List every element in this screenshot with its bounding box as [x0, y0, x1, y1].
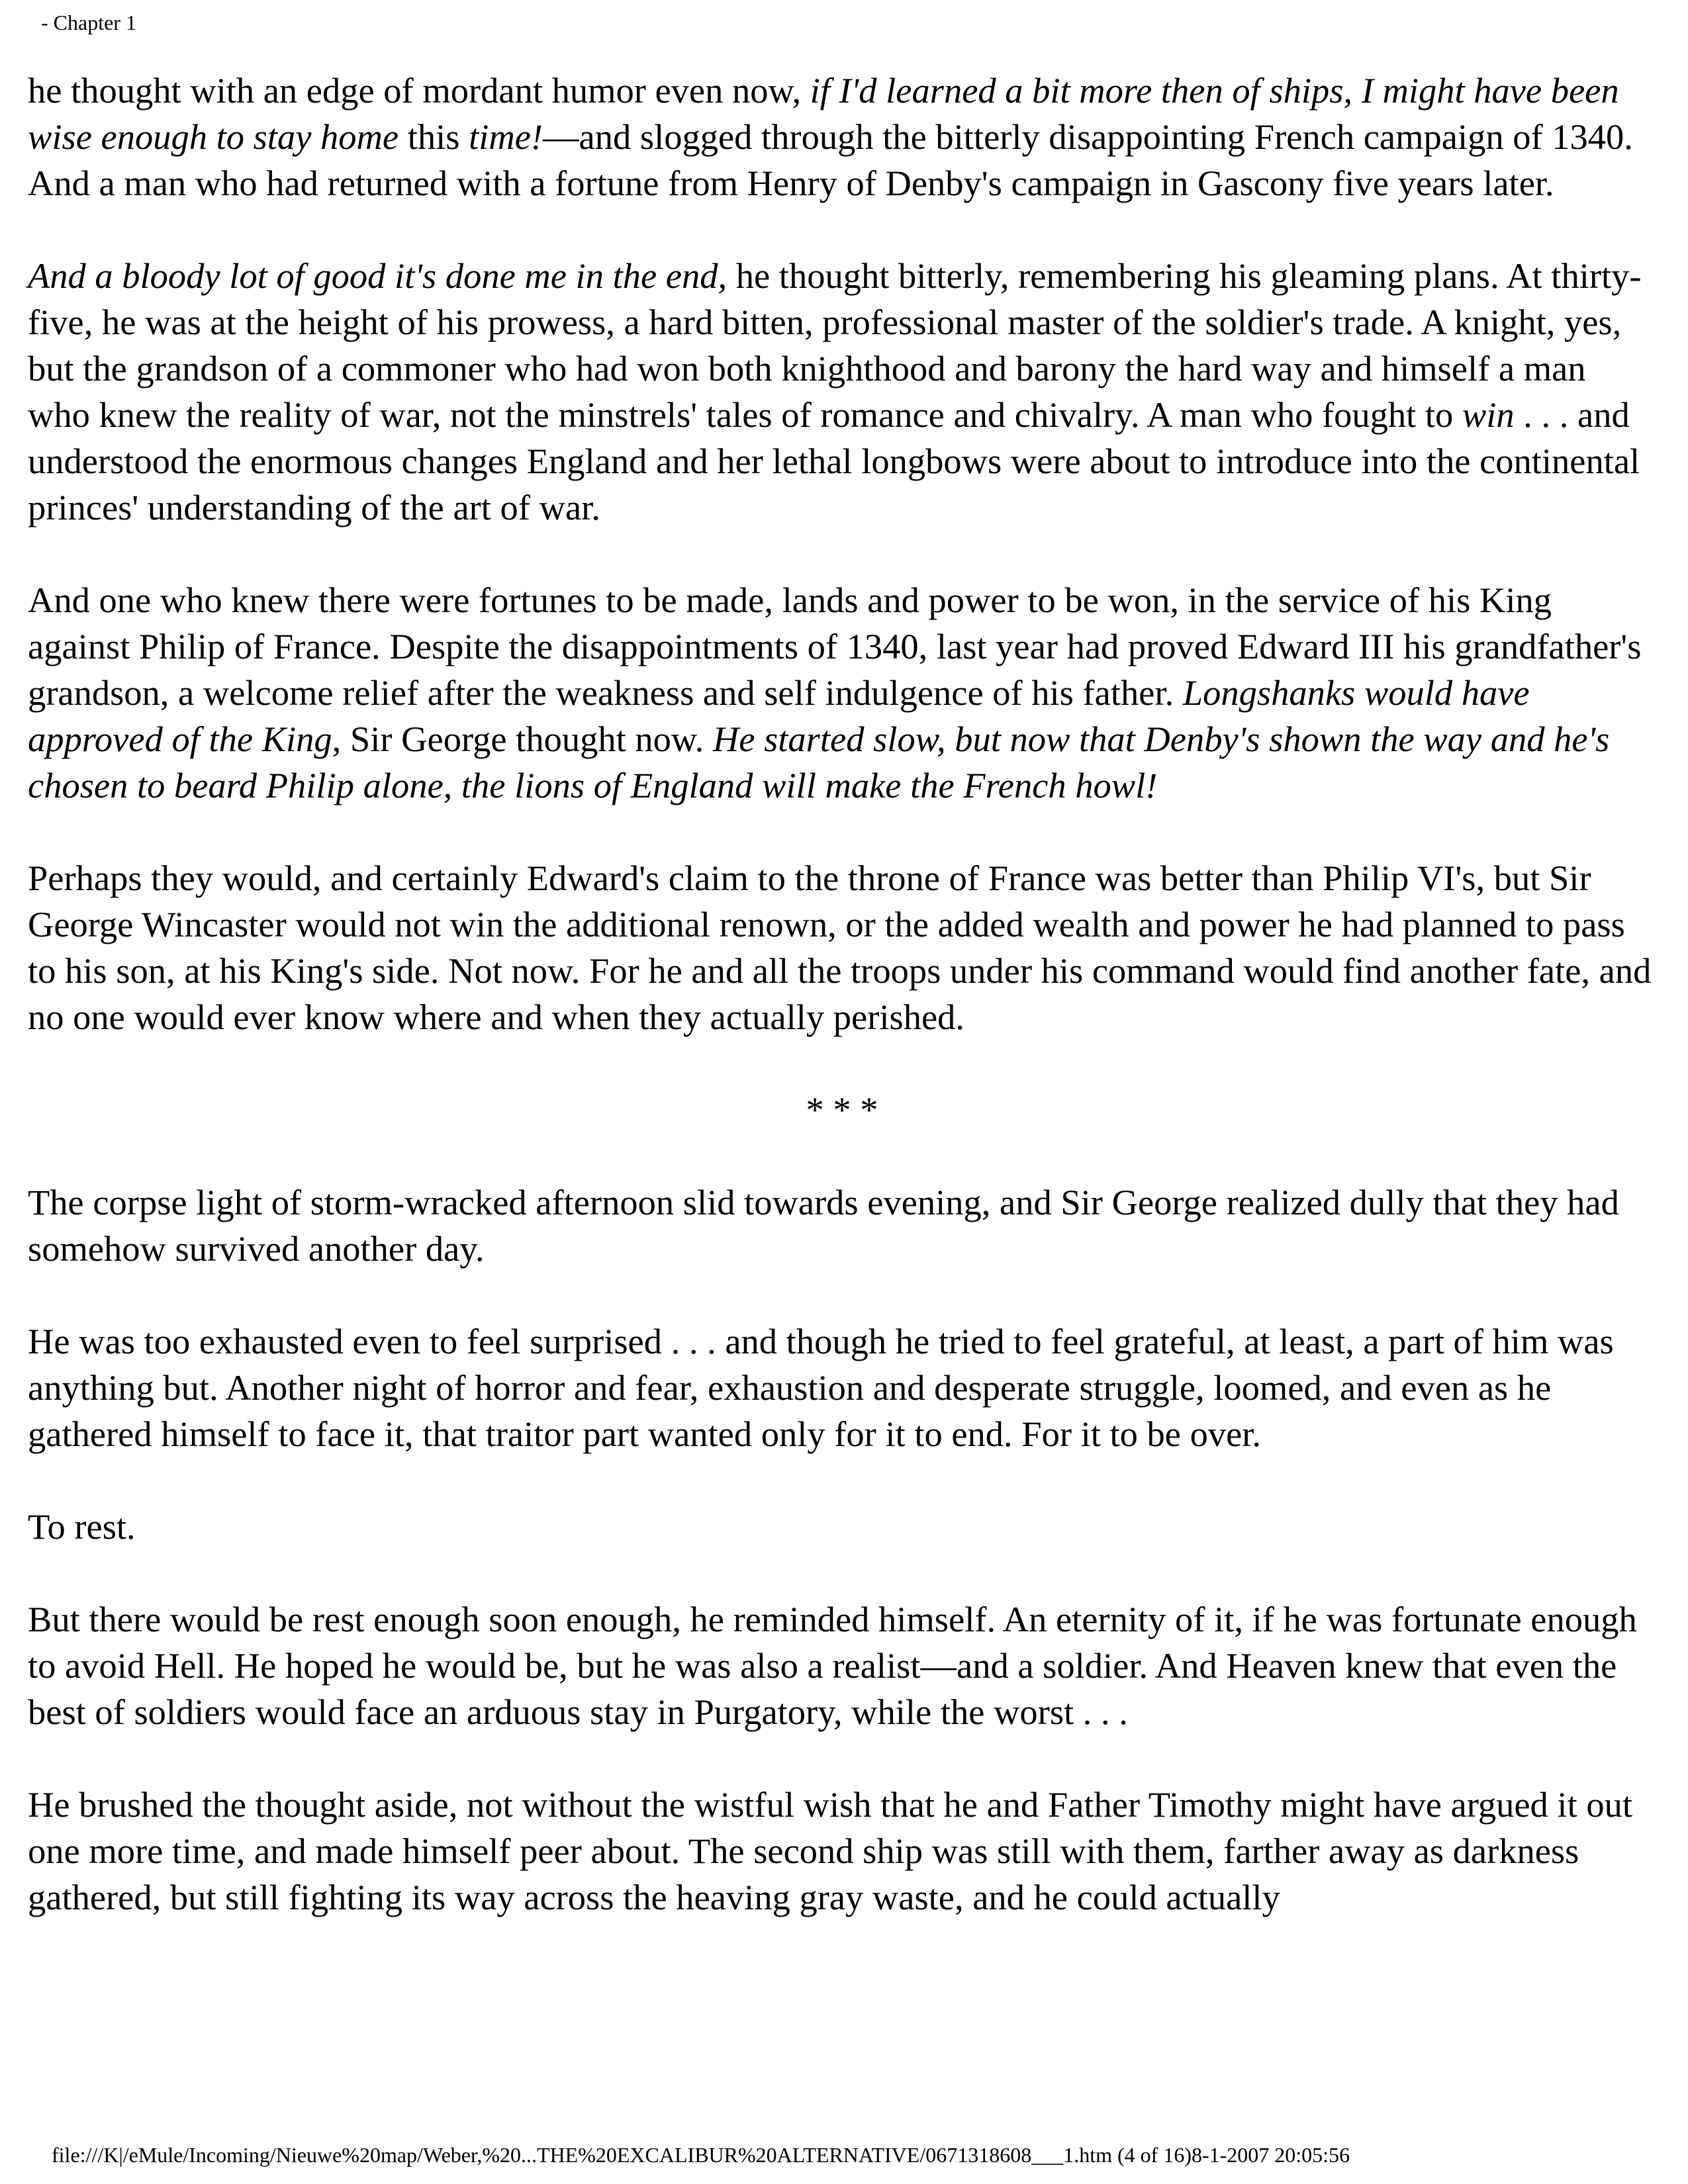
paragraph [28, 577, 1656, 809]
italic-text-run: And a bloody lot of good it's done me in the end, [28, 255, 727, 296]
paragraph [28, 1318, 1656, 1457]
text-run: this [399, 116, 469, 157]
text-run: Perhaps they would, and certainly Edward's claim to the throne of France was better than Philip VI's, but Sir George Wincaster would not win the additional renown, or the added wealth and power he had planned to pass to his son, at his King's side. Not now. For he and all the troops under his command would find another fate, and no one would ever know where and when they actually perished. [28, 858, 1652, 1037]
italic-text-run: win [1462, 394, 1515, 435]
text-run: He brushed the thought aside, not without the wistful wish that he and Father Timothy might have argued it out one more time, and made himself peer about. The second ship was still with them, farther away as darkness gathered, but still fighting its way across the heaving gray waste, and he could actually [28, 1784, 1632, 1917]
italic-text-run: time! [469, 116, 543, 157]
paragraph [28, 68, 1656, 206]
section-break [28, 1087, 1656, 1133]
text-run: The corpse light of storm-wracked afternoon slid towards evening, and Sir George realized dully that they had somehow survived another day. [28, 1182, 1619, 1269]
paragraph [28, 1504, 1656, 1550]
text-run: And one who knew there were fortunes to be made, lands and power to be won, in the service of his King against Philip of France. Despite the disappointments of 1340, last year had proved Edward III his grandfather's grandson, a welcome relief after the weakness and self indulgence of his father. [28, 580, 1642, 713]
paragraph [28, 1179, 1656, 1272]
text-run: , Sir George thought now. [332, 719, 713, 759]
paragraph [28, 253, 1656, 531]
running-header: - Chapter 1 [41, 11, 136, 34]
text-run: He was too exhausted even to feel surprised . . . and though he tried to feel grateful, at least, a part of him was anything but. Another night of horror and fear, exhaustion and desperate struggle, loomed, and even as he gathered himself to face it, that traitor part wanted only for it to end. For it to be over. [28, 1321, 1614, 1454]
text-run: he thought with an edge of mordant humor even now, [28, 70, 810, 111]
text-run: * * * [806, 1089, 878, 1130]
paragraph [28, 1596, 1656, 1735]
paragraph [28, 855, 1656, 1040]
italic-text-run: He started slow, but now that Denby's shown the way and he's chosen to beard Philip alone, the lions of England will make the French howl! [28, 719, 1610, 805]
italic-text-run: if I'd learned a bit more then of ships, I might have been wise enough to stay home [28, 70, 1619, 157]
paragraph [28, 1782, 1656, 1921]
footer-file-path: file:///K|/eMule/Incoming/Nieuwe%20map/Weber,%20...THE%20EXCALIBUR%20ALTERNATIVE/0671318608___1.htm (4 of 16)8-1-2007 20:05:56 [52, 2143, 1350, 2167]
text-run: —and slogged through the bitterly disappointing French campaign of 1340. And a man who had returned with a fortune from Henry of Denby's campaign in Gascony five years later. [28, 116, 1633, 203]
text-run: . . . and understood the enormous changes England and her lethal longbows were about to introduce into the continental princes' understanding of the art of war. [28, 394, 1640, 527]
page-body [28, 68, 1656, 1921]
text-run: To rest. [28, 1506, 136, 1547]
italic-text-run: Longshanks would have approved of the King [28, 672, 1530, 759]
text-run: But there would be rest enough soon enough, he reminded himself. An eternity of it, if he was fortunate enough to avoid Hell. He hoped he would be, but he was also a realist—and a soldier. And Heaven knew that even the best of soldiers would face an arduous stay in Purgatory, while the worst . . . [28, 1599, 1637, 1732]
text-run: he thought bitterly, remembering his gleaming plans. At thirty-five, he was at the height of his prowess, a hard bitten, professional master of the soldier's trade. A knight, yes, but the grandson of a commoner who had won both knighthood and barony the hard way and himself a man who knew the reality of war, not the minstrels' tales of romance and chivalry. A man who fought to [28, 255, 1642, 435]
